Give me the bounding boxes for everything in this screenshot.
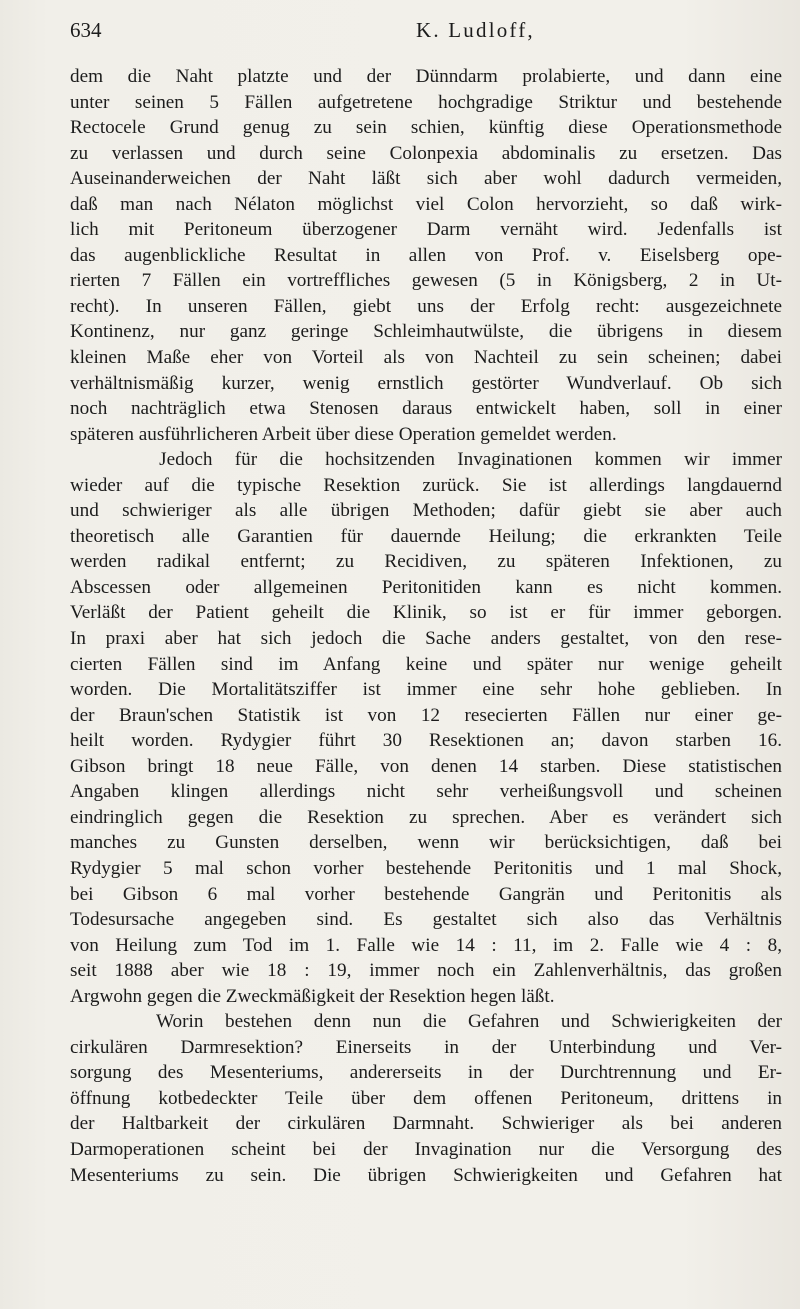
text-line: Todesursache angegeben sind. Es gestaltet sich also das Verhältnis [70,909,782,931]
text-line: daß man nach Nélaton möglichst viel Colon hervorzieht, so daß wirk- [70,193,782,215]
text-line: lich mit Peritoneum überzogener Darm vernäht wird. Jedenfalls ist [70,219,782,241]
text-line: noch nachträglich etwa Stenosen daraus entwickelt haben, soll in einer [70,398,782,420]
text-line: bei Gibson 6 mal vorher bestehende Gangrän und Peritonitis als [70,883,782,905]
text-line: Rydygier 5 mal schon vorher bestehende Peritonitis und 1 mal Shock, [70,857,782,879]
text-line: Angaben klingen allerdings nicht sehr verheißungsvoll und scheinen [70,781,782,803]
text-line: In praxi aber hat sich jedoch die Sache anders gestaltet, von den rese- [70,628,782,650]
text-line: Kontinenz, nur ganz geringe Schleimhautwülste, die übrigens in diesem [70,321,782,343]
text-line: und schwieriger als alle übrigen Methoden; dafür giebt sie aber auch [70,500,782,522]
text-line: cierten Fällen sind im Anfang keine und später nur wenige geheilt [70,653,782,675]
text-line: von Heilung zum Tod im 1. Falle wie 14 : 11, im 2. Falle wie 4 : 8, [70,934,782,956]
text-line: sorgung des Mesenteriums, andererseits in der Durchtrennung und Er- [70,1062,782,1084]
page-header [70,14,770,48]
body-text [70,64,782,1188]
text-line: der Haltbarkeit der cirkulären Darmnaht. Schwieriger als bei anderen [70,1113,782,1135]
text-line: theoretisch alle Garantien für dauernde Heilung; die erkrankten Teile [70,525,782,547]
text-line: Darmoperationen scheint bei der Invagination nur die Versorgung des [70,1138,782,1160]
text-line: Worin bestehen denn nun die Gefahren und Schwierigkeiten der [70,1011,782,1033]
text-line: Verläßt der Patient geheilt die Klinik, so ist er für immer geborgen. [70,602,782,624]
text-line: werden radikal entfernt; zu Recidiven, zu späteren Infektionen, zu [70,551,782,573]
text-line: Gibson bringt 18 neue Fälle, von denen 14 starben. Diese statistischen [70,755,782,777]
page-number: 634 [70,18,102,42]
text-line: eindringlich gegen die Resektion zu sprechen. Aber es verändert sich [70,806,782,828]
text-line: wieder auf die typische Resektion zurück. Sie ist allerdings langdauernd [70,474,782,496]
text-line: Auseinanderweichen der Naht läßt sich aber wohl dadurch vermeiden, [70,168,782,190]
text-line: späteren ausführlicheren Arbeit über diese Operation gemeldet werden. [70,423,617,445]
text-line: zu verlassen und durch seine Colonpexia abdominalis zu ersetzen. Das [70,142,782,164]
text-line: rierten 7 Fällen ein vortreffliches gewesen (5 in Königsberg, 2 in Ut- [70,270,782,292]
text-line: worden. Die Mortalitätsziffer ist immer eine sehr hohe geblieben. In [70,679,782,701]
text-line: cirkulären Darmresektion? Einerseits in der Unterbindung und Ver- [70,1036,782,1058]
text-line: öffnung kotbedeckter Teile über dem offenen Peritoneum, drittens in [70,1087,782,1109]
text-line: Abscessen oder allgemeinen Peritonitiden kann es nicht kommen. [70,576,782,598]
text-line: unter seinen 5 Fällen aufgetretene hochgradige Striktur und bestehende [70,91,782,113]
text-line: Jedoch für die hochsitzenden Invaginationen kommen wir immer [70,449,782,471]
text-line: recht). In unseren Fällen, giebt uns der Erfolg recht: ausgezeichnete [70,295,782,317]
text-line: seit 1888 aber wie 18 : 19, immer noch ein Zahlenverhältnis, das großen [70,960,782,982]
text-line: Rectocele Grund genug zu sein schien, künftig diese Operationsmethode [70,117,782,139]
text-line: heilt worden. Rydygier führt 30 Resektionen an; davon starben 16. [70,730,782,752]
text-line: verhältnismäßig kurzer, wenig ernstlich gestörter Wundverlauf. Ob sich [70,372,782,394]
text-line: der Braun'schen Statistik ist von 12 resecierten Fällen nur einer ge- [70,704,782,726]
running-head: K. Ludloff, [416,18,535,42]
text-line: manches zu Gunsten derselben, wenn wir berücksichtigen, daß bei [70,832,782,854]
text-line: das augenblickliche Resultat in allen von Prof. v. Eiselsberg ope- [70,244,782,266]
text-line: Argwohn gegen die Zweckmäßigkeit der Resektion hegen läßt. [70,985,555,1007]
text-line: dem die Naht platzte und der Dünndarm prolabierte, und dann eine [70,66,782,87]
text-line: Mesenteriums zu sein. Die übrigen Schwierigkeiten und Gefahren hat [70,1164,782,1186]
text-line: kleinen Maße eher von Vorteil als von Nachteil zu sein scheinen; dabei [70,347,782,369]
